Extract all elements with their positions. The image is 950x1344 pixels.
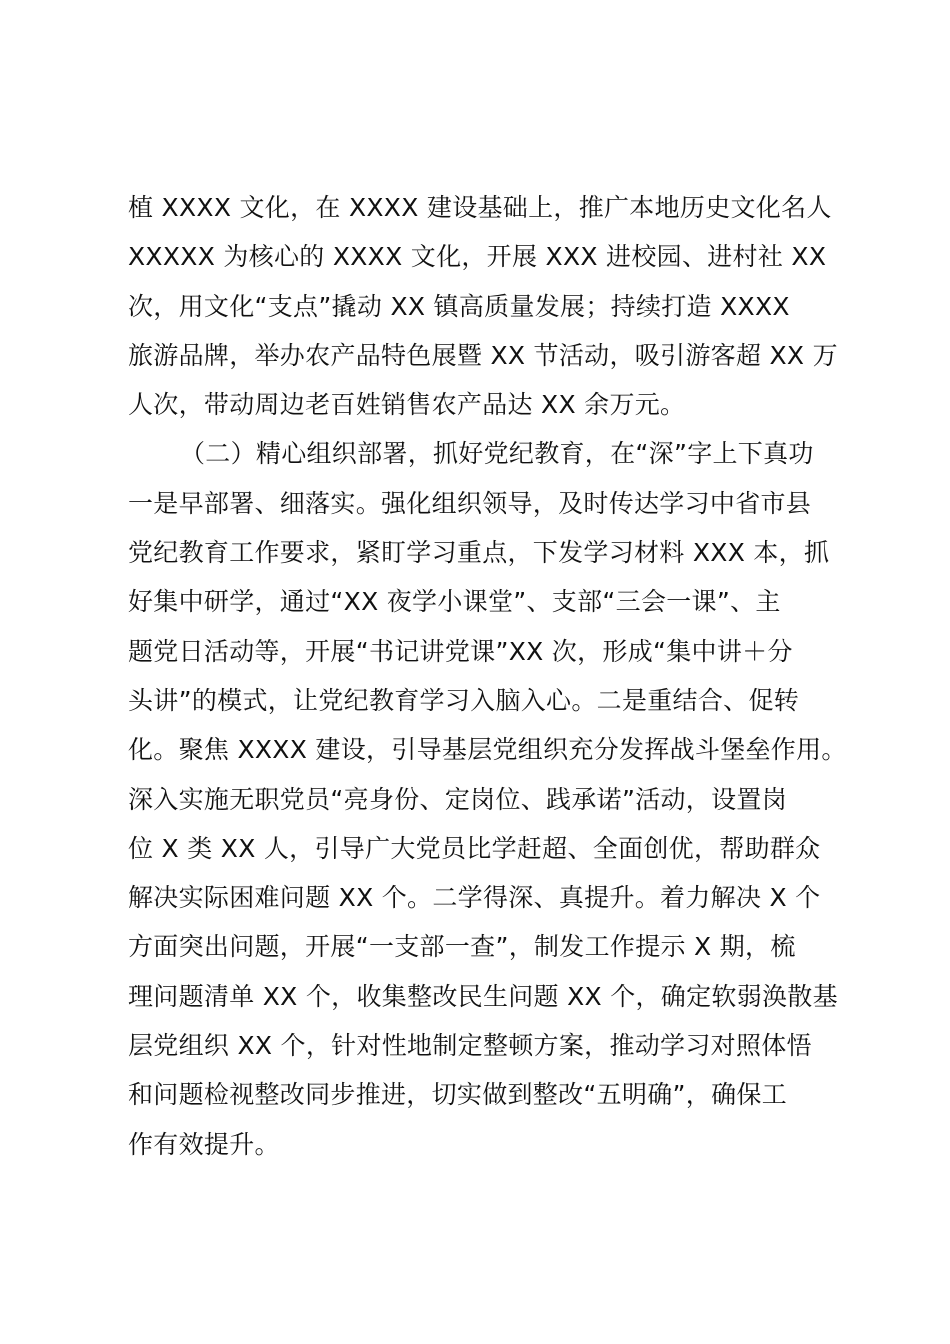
text-line: 旅游品牌，举办农产品特色展暨 XX 节活动，吸引游客超 XX 万	[128, 340, 838, 370]
text-line: 一是早部署、细落实。强化组织领导，及时传达学习中省市县	[128, 488, 812, 518]
body-text	[128, 183, 928, 1169]
text-line: 人次，带动周边老百姓销售农产品达 XX 余万元。	[128, 390, 686, 420]
text-line: 解决实际困难问题 XX 个。二学得深、真提升。着力解决 X 个	[128, 883, 821, 913]
text-line: 层党组织 XX 个，针对性地制定整顿方案，推动学习对照体悟	[128, 1031, 812, 1061]
text-line: 植 XXXX 文化，在 XXXX 建设基础上，推广本地历史文化名人	[128, 193, 832, 222]
text-line: 化。聚焦 XXXX 建设，引导基层党组织充分发挥战斗堡垒作用。	[128, 735, 847, 765]
text-line: 方面突出问题，开展“一支部一查”，制发工作提示 X 期，梳	[128, 932, 796, 962]
section-heading: （二）精心组织部署，抓好党纪教育，在“深”字上下真功	[180, 439, 814, 469]
text-line: XXXXX 为核心的 XXXX 文化，开展 XXX 进校园、进村社 XX	[128, 242, 827, 272]
text-line: 好集中研学，通过“XX 夜学小课堂”、支部“三会一课”、主	[128, 587, 781, 617]
text-line: 作有效提升。	[128, 1129, 280, 1159]
text-line: 深入实施无职党员“亮身份、定岗位、践承诺”活动，设置岗	[128, 784, 788, 814]
text-line: 和问题检视整改同步推进，切实做到整改“五明确”，确保工	[128, 1080, 788, 1110]
text-line: 党纪教育工作要求，紧盯学习重点，下发学习材料 XXX 本，抓	[128, 538, 830, 568]
text-line: 理问题清单 XX 个，收集整改民生问题 XX 个，确定软弱涣散基	[128, 981, 838, 1011]
text-line: 题党日活动等，开展“书记讲党课”XX 次，形成“集中讲＋分	[128, 636, 793, 666]
text-line: 次，用文化“支点”撬动 XX 镇高质量发展；持续打造 XXXX	[128, 291, 790, 321]
text-line: 位 X 类 XX 人，引导广大党员比学赶超、全面创优，帮助群众	[128, 833, 821, 863]
text-line: 头讲”的模式，让党纪教育学习入脑入心。二是重结合、促转	[128, 685, 800, 715]
